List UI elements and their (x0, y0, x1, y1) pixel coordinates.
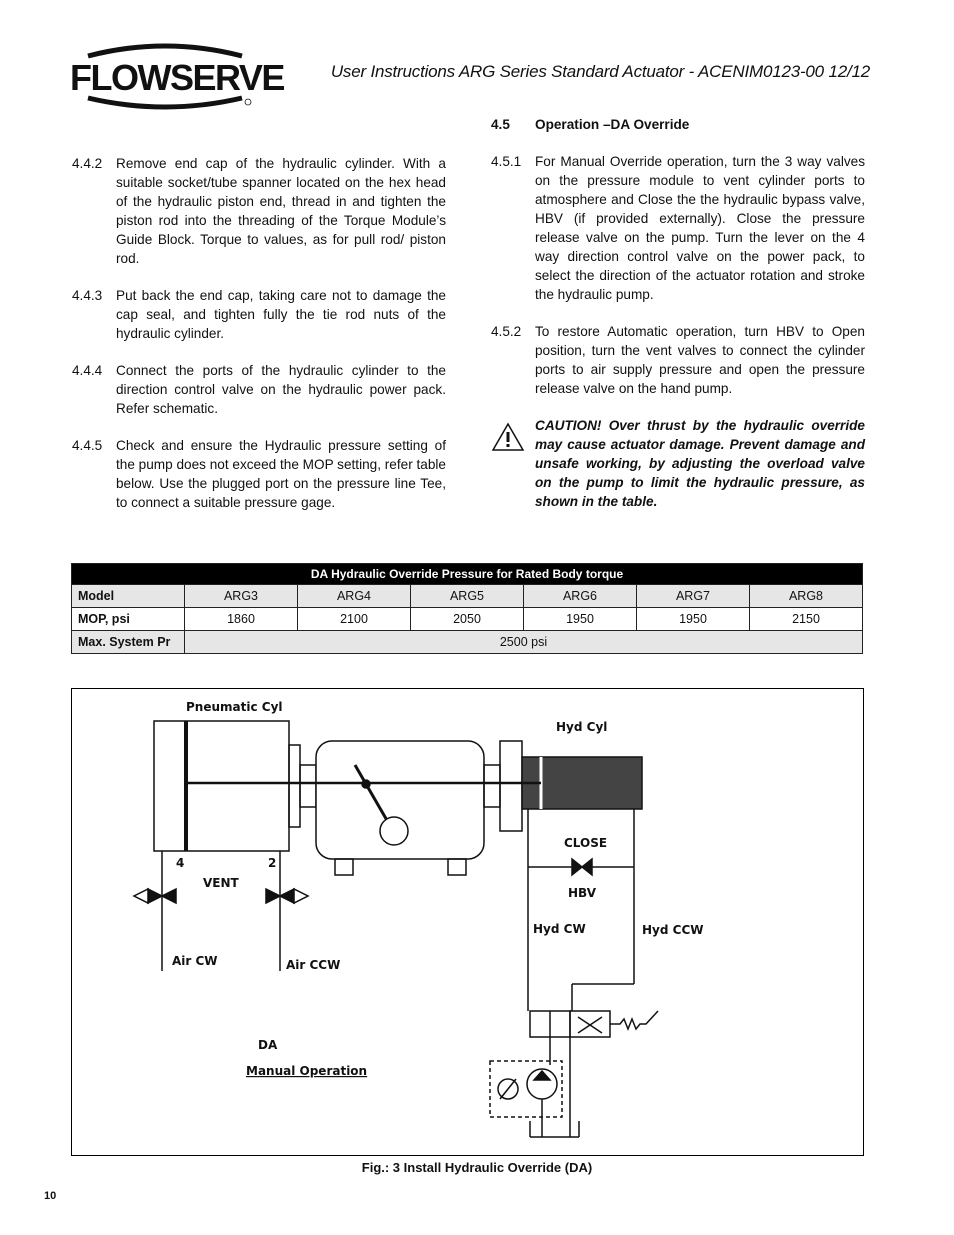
table-cell: 1860 (185, 608, 298, 631)
step-number: 4.5.2 (491, 324, 522, 339)
warning-icon (491, 416, 535, 511)
table-cell: ARG8 (750, 585, 863, 608)
section-heading (491, 115, 865, 134)
figure-caption: Fig.: 3 Install Hydraulic Override (DA) (361, 1160, 593, 1175)
step-4-4-4 (72, 361, 446, 418)
flowserve-logo (70, 42, 284, 110)
table-cell: ARG6 (524, 585, 637, 608)
port-2-label: 2 (268, 856, 277, 870)
step-4-5-1 (491, 152, 865, 304)
section-title: Operation –DA Override (535, 117, 690, 132)
hyd-cyl-label: Hyd Cyl (556, 720, 608, 734)
pressure-table (71, 563, 863, 654)
pneumatic-cyl-label: Pneumatic Cyl (186, 700, 283, 714)
document-title: User Instructions ARG Series Standard Actuator - ACENIM0123-00 12/12 (330, 62, 870, 81)
table-cell: 1950 (524, 608, 637, 631)
schematic-drawing (72, 689, 863, 1155)
hbv-label: HBV (568, 886, 596, 900)
step-number: 4.4.3 (72, 288, 103, 303)
table-cell: 2100 (298, 608, 411, 631)
close-label: CLOSE (564, 836, 608, 850)
step-text: Check and ensure the Hydraulic pressure setting of the pump does not exceed the MOP setting, refer table below. Use the plugged port on the pressure line Tee, to connect a suitable pressure gage. (116, 438, 446, 510)
hydraulic-schematic (71, 688, 864, 1156)
step-4-4-5 (72, 436, 446, 512)
caution-note (491, 416, 865, 511)
step-text: Put back the end cap, taking care not to damage the cap seal, and tighten fully the tie rod nuts of the hydraulic cylinder. (116, 288, 446, 341)
step-text: Connect the ports of the hydraulic cylinder to the direction control valve on the hydraulic power pack. Refer schematic. (116, 363, 446, 416)
row-label: Model (72, 585, 185, 608)
section-number: 4.5 (491, 117, 510, 132)
table-cell: 2050 (411, 608, 524, 631)
table-cell: 2150 (750, 608, 863, 631)
step-number: 4.5.1 (491, 154, 522, 169)
hyd-cw-label: Hyd CW (533, 922, 586, 936)
da-label: DA (258, 1038, 278, 1052)
table-cell: ARG7 (637, 585, 750, 608)
step-number: 4.4.5 (72, 438, 103, 453)
table-cell: 2500 psi (185, 631, 863, 654)
page-number: 10 (44, 1190, 57, 1202)
air-ccw-label: Air CCW (286, 958, 341, 972)
vent-label: VENT (203, 876, 239, 890)
step-4-4-3 (72, 286, 446, 343)
step-text: Remove end cap of the hydraulic cylinder. With a suitable socket/tube spanner located on the hex head of the hydraulic piston end, thread in and tighten the piston rod into the threading of the Torque Module’s Guide Block. Torque to values, as for pull rod/ piston rod. (116, 156, 446, 266)
table-cell: ARG5 (411, 585, 524, 608)
step-4-5-2 (491, 322, 865, 398)
step-text: To restore Automatic operation, turn HBV to Open position, turn the vent valves to connect the cylinder ports to air supply pressure and open the pressure release valve on the hand pump. (535, 324, 865, 396)
table-title-row (72, 564, 863, 585)
step-4-4-2 (72, 154, 446, 268)
svg-text:FLOWSERVE: FLOWSERVE (70, 57, 284, 98)
row-label: Max. System Pr (72, 631, 185, 654)
port-4-label: 4 (176, 856, 185, 870)
table-cell: 1950 (637, 608, 750, 631)
step-number: 4.4.2 (72, 156, 103, 171)
caution-text: CAUTION! Over thrust by the hydraulic override may cause actuator damage. Prevent damage and unsafe working, by adjusting the overload valve on the pump to limit the hydraulic pressure, as shown in the table. (535, 418, 865, 509)
table-row-mop (72, 608, 863, 631)
manual-operation-label: Manual Operation (246, 1064, 368, 1078)
air-cw-label: Air CW (172, 954, 218, 968)
step-number: 4.4.4 (72, 363, 103, 378)
left-column (72, 154, 446, 530)
table-row-max (72, 631, 863, 654)
table-cell: ARG3 (185, 585, 298, 608)
table-row-model (72, 585, 863, 608)
hyd-ccw-label: Hyd CCW (642, 923, 704, 937)
right-column (491, 115, 865, 511)
table-cell: ARG4 (298, 585, 411, 608)
row-label: MOP, psi (72, 608, 185, 631)
step-text: For Manual Override operation, turn the 3 way valves on the pressure module to vent cylinder ports to atmosphere and Close the the hydraulic bypass valve, HBV (if provided externally). Close the pressure release valve on the pump. Turn the lever on the 4 way direction control valve on the power pack, to select the direction of the actuator rotation and stroke the hydraulic pump. (535, 154, 865, 302)
pneumatic-cylinder (154, 721, 289, 851)
table-title: DA Hydraulic Override Pressure for Rated Body torque (72, 564, 863, 585)
